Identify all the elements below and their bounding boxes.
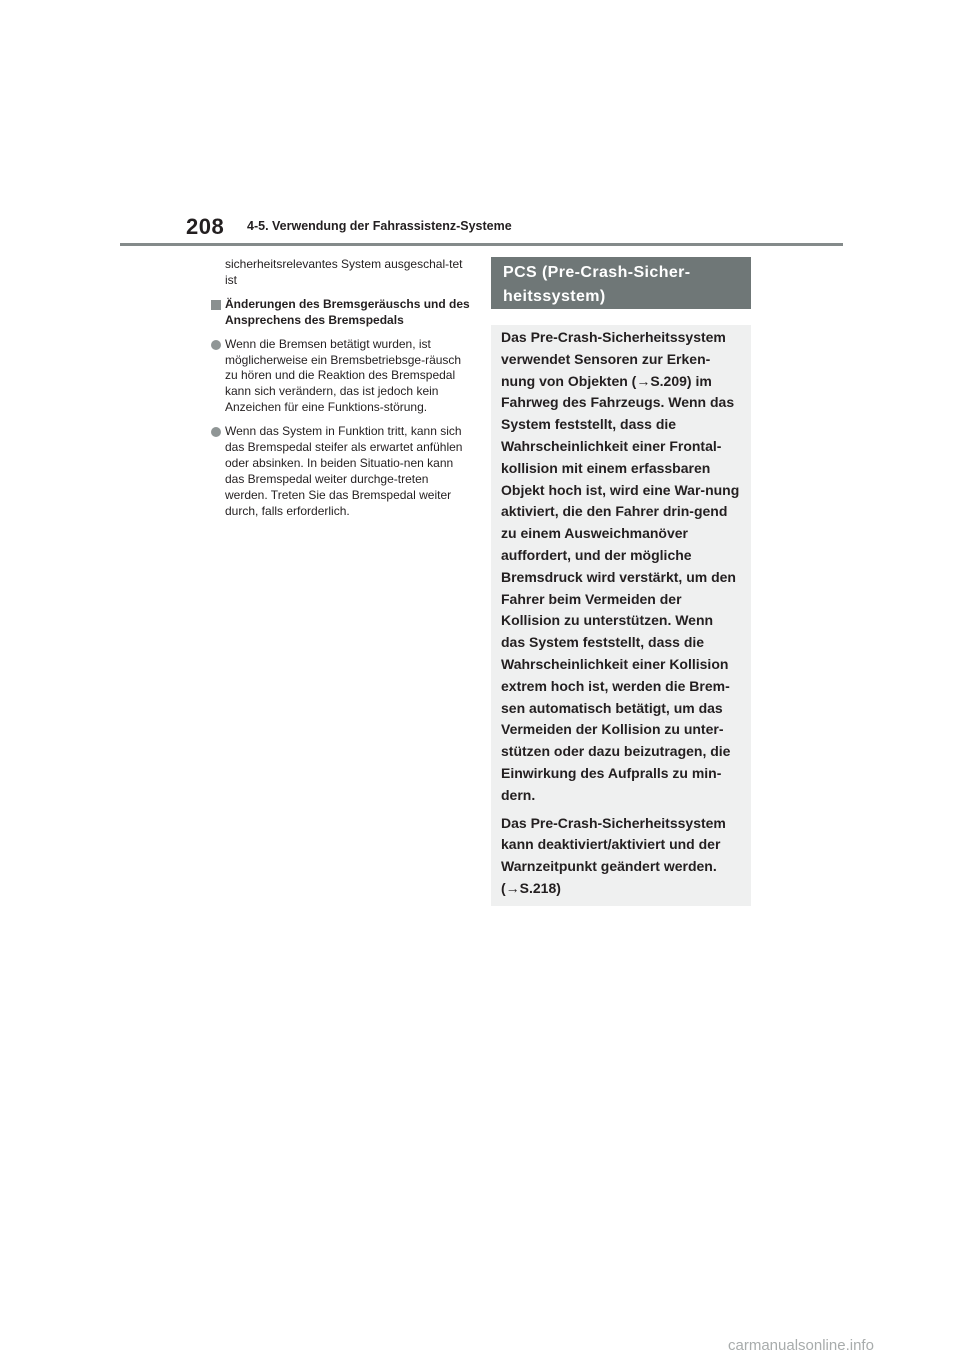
bullet-icon	[211, 340, 221, 350]
page-number: 208	[186, 214, 225, 239]
list-item-bullet	[211, 424, 473, 519]
section-title: 4-5. Verwendung der Fahrassistenz-Systeme	[247, 219, 512, 233]
list-item-bullet	[211, 337, 473, 417]
left-column	[211, 257, 473, 528]
list-item-text: Wenn das System in Funktion tritt, kann sich das Bremspedal steifer als erwartet anfühlen oder absinken. In beiden Situatio-nen kann das Bremspedal weiter durchge-treten werden. Treten Sie das Bremspedal weiter durch, falls erforderlich.	[225, 424, 463, 518]
list-item-text: Änderungen des Bremsgeräuschs und des Ansprechens des Bremspedals	[225, 296, 470, 327]
list-item-heading	[211, 297, 473, 329]
pcs-box-title: PCS (Pre-Crash-Sicher-heitssystem)	[491, 257, 751, 309]
bullet-icon	[211, 427, 221, 437]
pcs-paragraph: Das Pre-Crash-Sicherheitssystem kann deaktiviert/aktiviert und der Warnzeitpunkt geändert werden. (→S.218)	[501, 814, 726, 896]
pcs-paragraph: Das Pre-Crash-Sicherheitssystem verwendet Sensoren zur Erken-nung von Objekten (→S.209) im Fahrweg des Fahrzeugs. Wenn das System feststellt, dass die Wahrscheinlichkeit einer Frontal-kollision mit einem erfassbaren Objekt hoch ist, wird eine War-nung aktiviert, die den Fahrer drin-gend zu einem Ausweichmanöver auffordert, und der mögliche Bremsdruck wird verstärkt, um den Fahrer beim Vermeiden der Kollision zu unterstützen. Wenn das System feststellt, dass die Wahrscheinlichkeit einer Kollision extrem hoch ist, werden die Brem-sen automatisch betätigt, um das Vermeiden der Kollision zu unter-stützen oder dazu beizutragen, die Einwirkung des Aufpralls zu min-dern.	[501, 329, 740, 803]
square-marker-icon	[211, 300, 221, 310]
list-item-text: Wenn die Bremsen betätigt wurden, ist möglicherweise ein Bremsbetriebsge-räusch zu hören und die Reaktion des Bremspedal kann sich verändern, das ist jedoch kein Anzeichen für eine Funktions-störung.	[225, 336, 462, 415]
watermark: carmanualsonline.info	[728, 1337, 874, 1354]
header-rule	[120, 243, 843, 246]
pcs-box-body	[491, 325, 751, 906]
continuation-text: sicherheitsrelevantes System ausgeschal-tet ist	[225, 257, 463, 287]
right-column	[491, 257, 751, 906]
